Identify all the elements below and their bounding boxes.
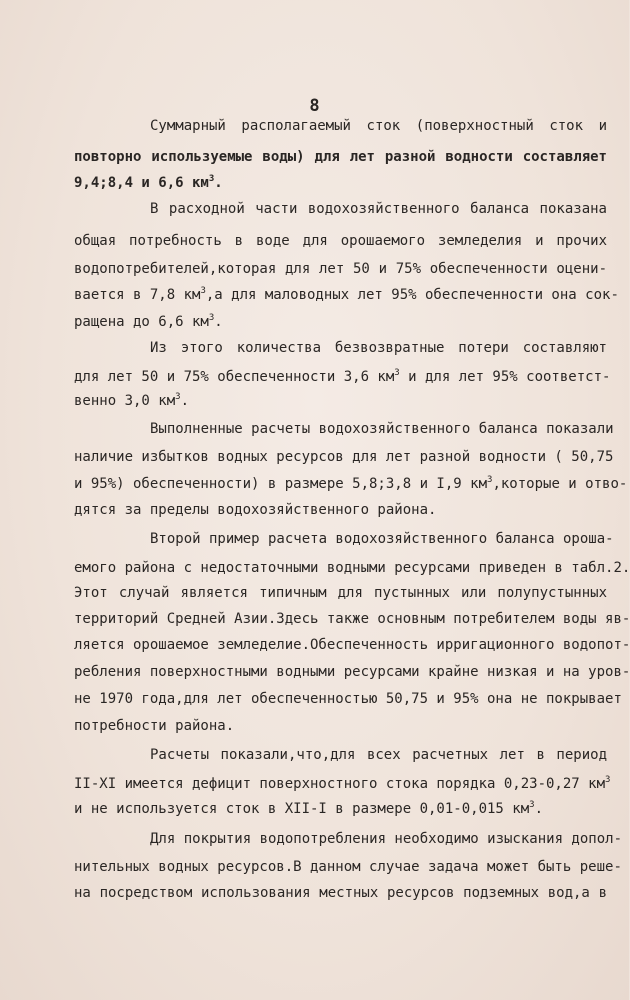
text-line: Второй пример расчета водохозяйственного баланса ороша- <box>150 531 614 547</box>
text-line: II-XI имеется дефицит поверхностного стока порядка 0,23-0,27 $км^3$ <box>74 775 611 792</box>
text-line: нительных водных ресурсов.В данном случае задача может быть реше- <box>74 859 622 875</box>
text-line: и 95%) обеспеченности) в размере 5,8;3,8 и I,9 $км^3,которые$ и отво- <box>74 475 628 492</box>
text-line: потребности района. <box>74 718 235 734</box>
text-line: вается в 7,8 $км^3,а$ для маловодных лет 95% обеспеченности она сок- <box>74 286 619 303</box>
text-line: территорий Средней Азии.Здесь также основным потребителем воды яв- <box>74 611 630 627</box>
text-line: и не используется сток в XII-I в размере 0,01-0,015 $км^3$. <box>74 800 544 817</box>
text-line: ребления поверхностными водными ресурсами крайне низкая и на уров- <box>74 664 630 680</box>
text-line: ляется орошаемое земледелие.Обеспеченность ирригационного водопот- <box>74 637 630 653</box>
text-line: дятся за пределы водохозяйственного района. <box>74 502 437 518</box>
text-line: Для покрытия водопотребления необходимо изыскания допол- <box>150 831 623 847</box>
text-line: Суммарный располагаемый сток (поверхностный сток и <box>150 118 607 134</box>
text-line: Из этого количества безвозвратные потери составляют <box>150 340 607 356</box>
text-line: емого района с недостаточными водными ресурсами приведен в табл.2. <box>74 560 630 576</box>
text-line: Выполненные расчеты водохозяйственного баланса показали <box>150 421 614 437</box>
text-line: не 1970 года,для лет обеспеченностью 50,75 и 95% она не покрывает <box>74 691 622 707</box>
text-line: на посредством использования местных ресурсов подземных вод,а в <box>74 885 607 901</box>
text-line: Расчеты показали,что,для всех расчетных лет в период <box>150 747 607 763</box>
text-line: Этот случай является типичным для пустынных или полупустынных <box>74 585 607 601</box>
text-line: для лет 50 и 75% обеспеченности 3,6 $км^3$ и для лет 95% соответст- <box>74 368 611 385</box>
text-line: ращена до 6,6 $км^3$. <box>74 313 223 330</box>
text-line: наличие избытков водных ресурсов для лет разной водности ( 50,75 <box>74 449 614 465</box>
text-line: повторно используемые воды) для лет разной водности составляет <box>74 149 607 165</box>
page-number: 8 <box>309 96 320 116</box>
text-line: водопотребителей,которая для лет 50 и 75% обеспеченности оцени- <box>74 261 607 277</box>
text-line: 9,4;8,4 и 6,6 $км^3$. <box>74 174 223 191</box>
text-line: венно 3,0 $км^3$. <box>74 392 190 409</box>
text-line: В расходной части водохозяйственного баланса показана <box>150 201 607 217</box>
text-line: общая потребность в воде для орошаемого земледелия и прочих <box>74 233 607 249</box>
